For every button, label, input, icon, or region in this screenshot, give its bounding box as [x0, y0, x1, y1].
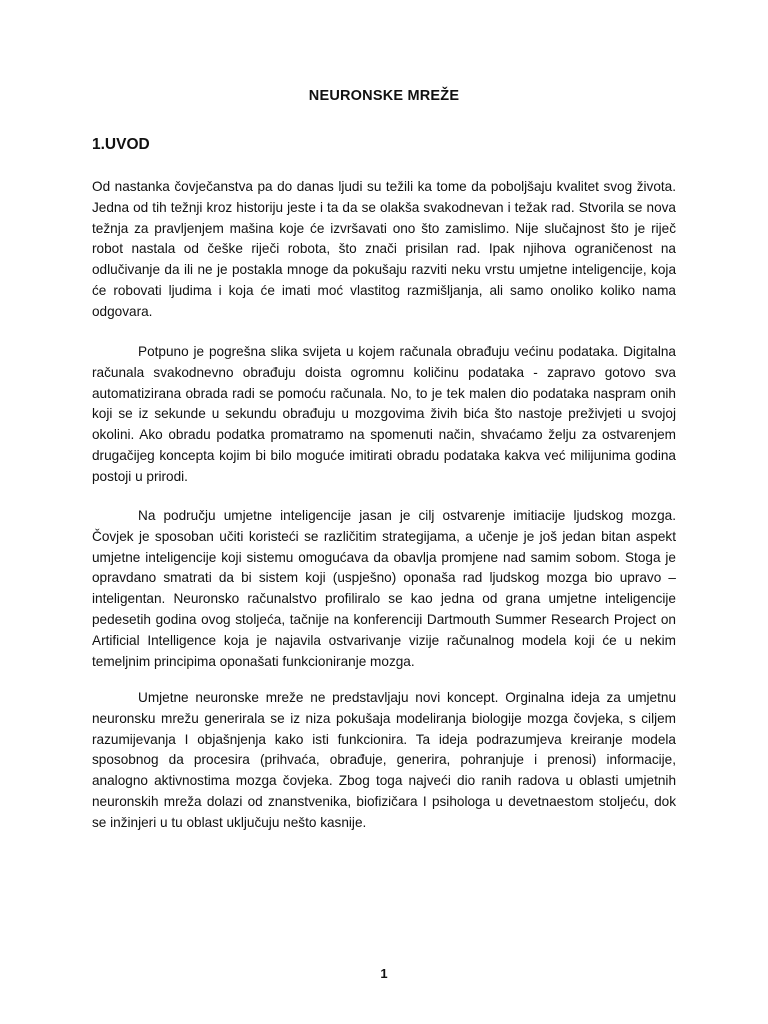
paragraph-4: Umjetne neuronske mreže ne predstavljaju novi koncept. Orginalna ideja za umjetnu neuronsku mrežu generirala se iz niza pokušaja modeliranja biologije mozga čovjeka, s ciljem razumijevanja I objašnjenja kako isti funkcionira. Ta ideja podrazumjeva kreiranje modela sposobnog da procesira (prihvaća, obrađuje, generira, pohranjuje i prenosi) informacije, analogno aktivnostima mozga čovjeka. Zbog toga najveći dio ranih radova u oblasti umjetnih neuronskih mreža dolazi od znanstvenika, biofizičara I psihologa u devetnaestom stoljeću, dok se inžinjeri u tu oblast uključuju nešto kasnije. [92, 690, 676, 830]
page-number: 1 [380, 966, 388, 981]
section-heading: 1.UVOD [92, 136, 150, 153]
paragraph-1: Od nastanka čovječanstva pa do danas ljudi su težili ka tome da poboljšaju kvalitet svog života. Jedna od tih težnji kroz historiju jeste i ta da se olakša svakodnevan i težak rad. Stvorila se nova težnja za pravljenjem mašina koje će izvršavati ono što zamislimo. Nije slučajnost što je riječ robot nastala od češke riječi robota, što znači prisilan rad. Ipak njihova ograničenost na odlučivanje da ili ne je postakla mnoge da pokušaju razviti neku vrstu umjetne inteligencije, koja će robovati ljudima i koja će imati moć vlastitog razmišljanja, ali samo onoliko koliko nama odgovara. [92, 179, 676, 319]
document-title: NEURONSKE MREŽE [308, 88, 460, 104]
paragraph-3: Na području umjetne inteligencije jasan je cilj ostvarenje imitiacije ljudskog mozga. Čovjek je sposoban učiti koristeći se različitim strategijama, a učenje je još jedan bitan aspekt umjetne inteligencije koji sistemu omogućava da obavlja promjene nad samim sobom. Stoga je opravdano smatrati da bi sistem koji (uspješno) oponaša rad ljudskog mozga bio upravo – inteligentan. Neuronsko računalstvo profiliralo se kao jedna od grana umjetne inteligencije pedesetih godina ovog stoljeća, tačnije na konferenciji Dartmouth Summer Research Project on Artificial Intelligence koja je najavila ostvarivanje vizije računalnog modela koji će u nekim temeljnim principima oponašati funkcioniranje mozga. [92, 508, 676, 669]
paragraph-2: Potpuno je pogrešna slika svijeta u kojem računala obrađuju većinu podataka. Digitalna računala svakodnevno obrađuju doista ogromnu količinu podataka - zapravo gotovo sva automatizirana obrada radi se pomoću računala. No, to je tek malen dio podataka naspram onih koji se iz sekunde u sekundu obrađuju u mozgovima živih bića što nastoje preživjeti u svojoj okolini. Ako obradu podatka promatramo na spomenuti način, shvaćamo želju za ostvarenjem drugačijeg koncepta kojim bi bilo moguće imitirati obradu podataka kakva već milijunima godina postoji u prirodi. [92, 344, 676, 484]
